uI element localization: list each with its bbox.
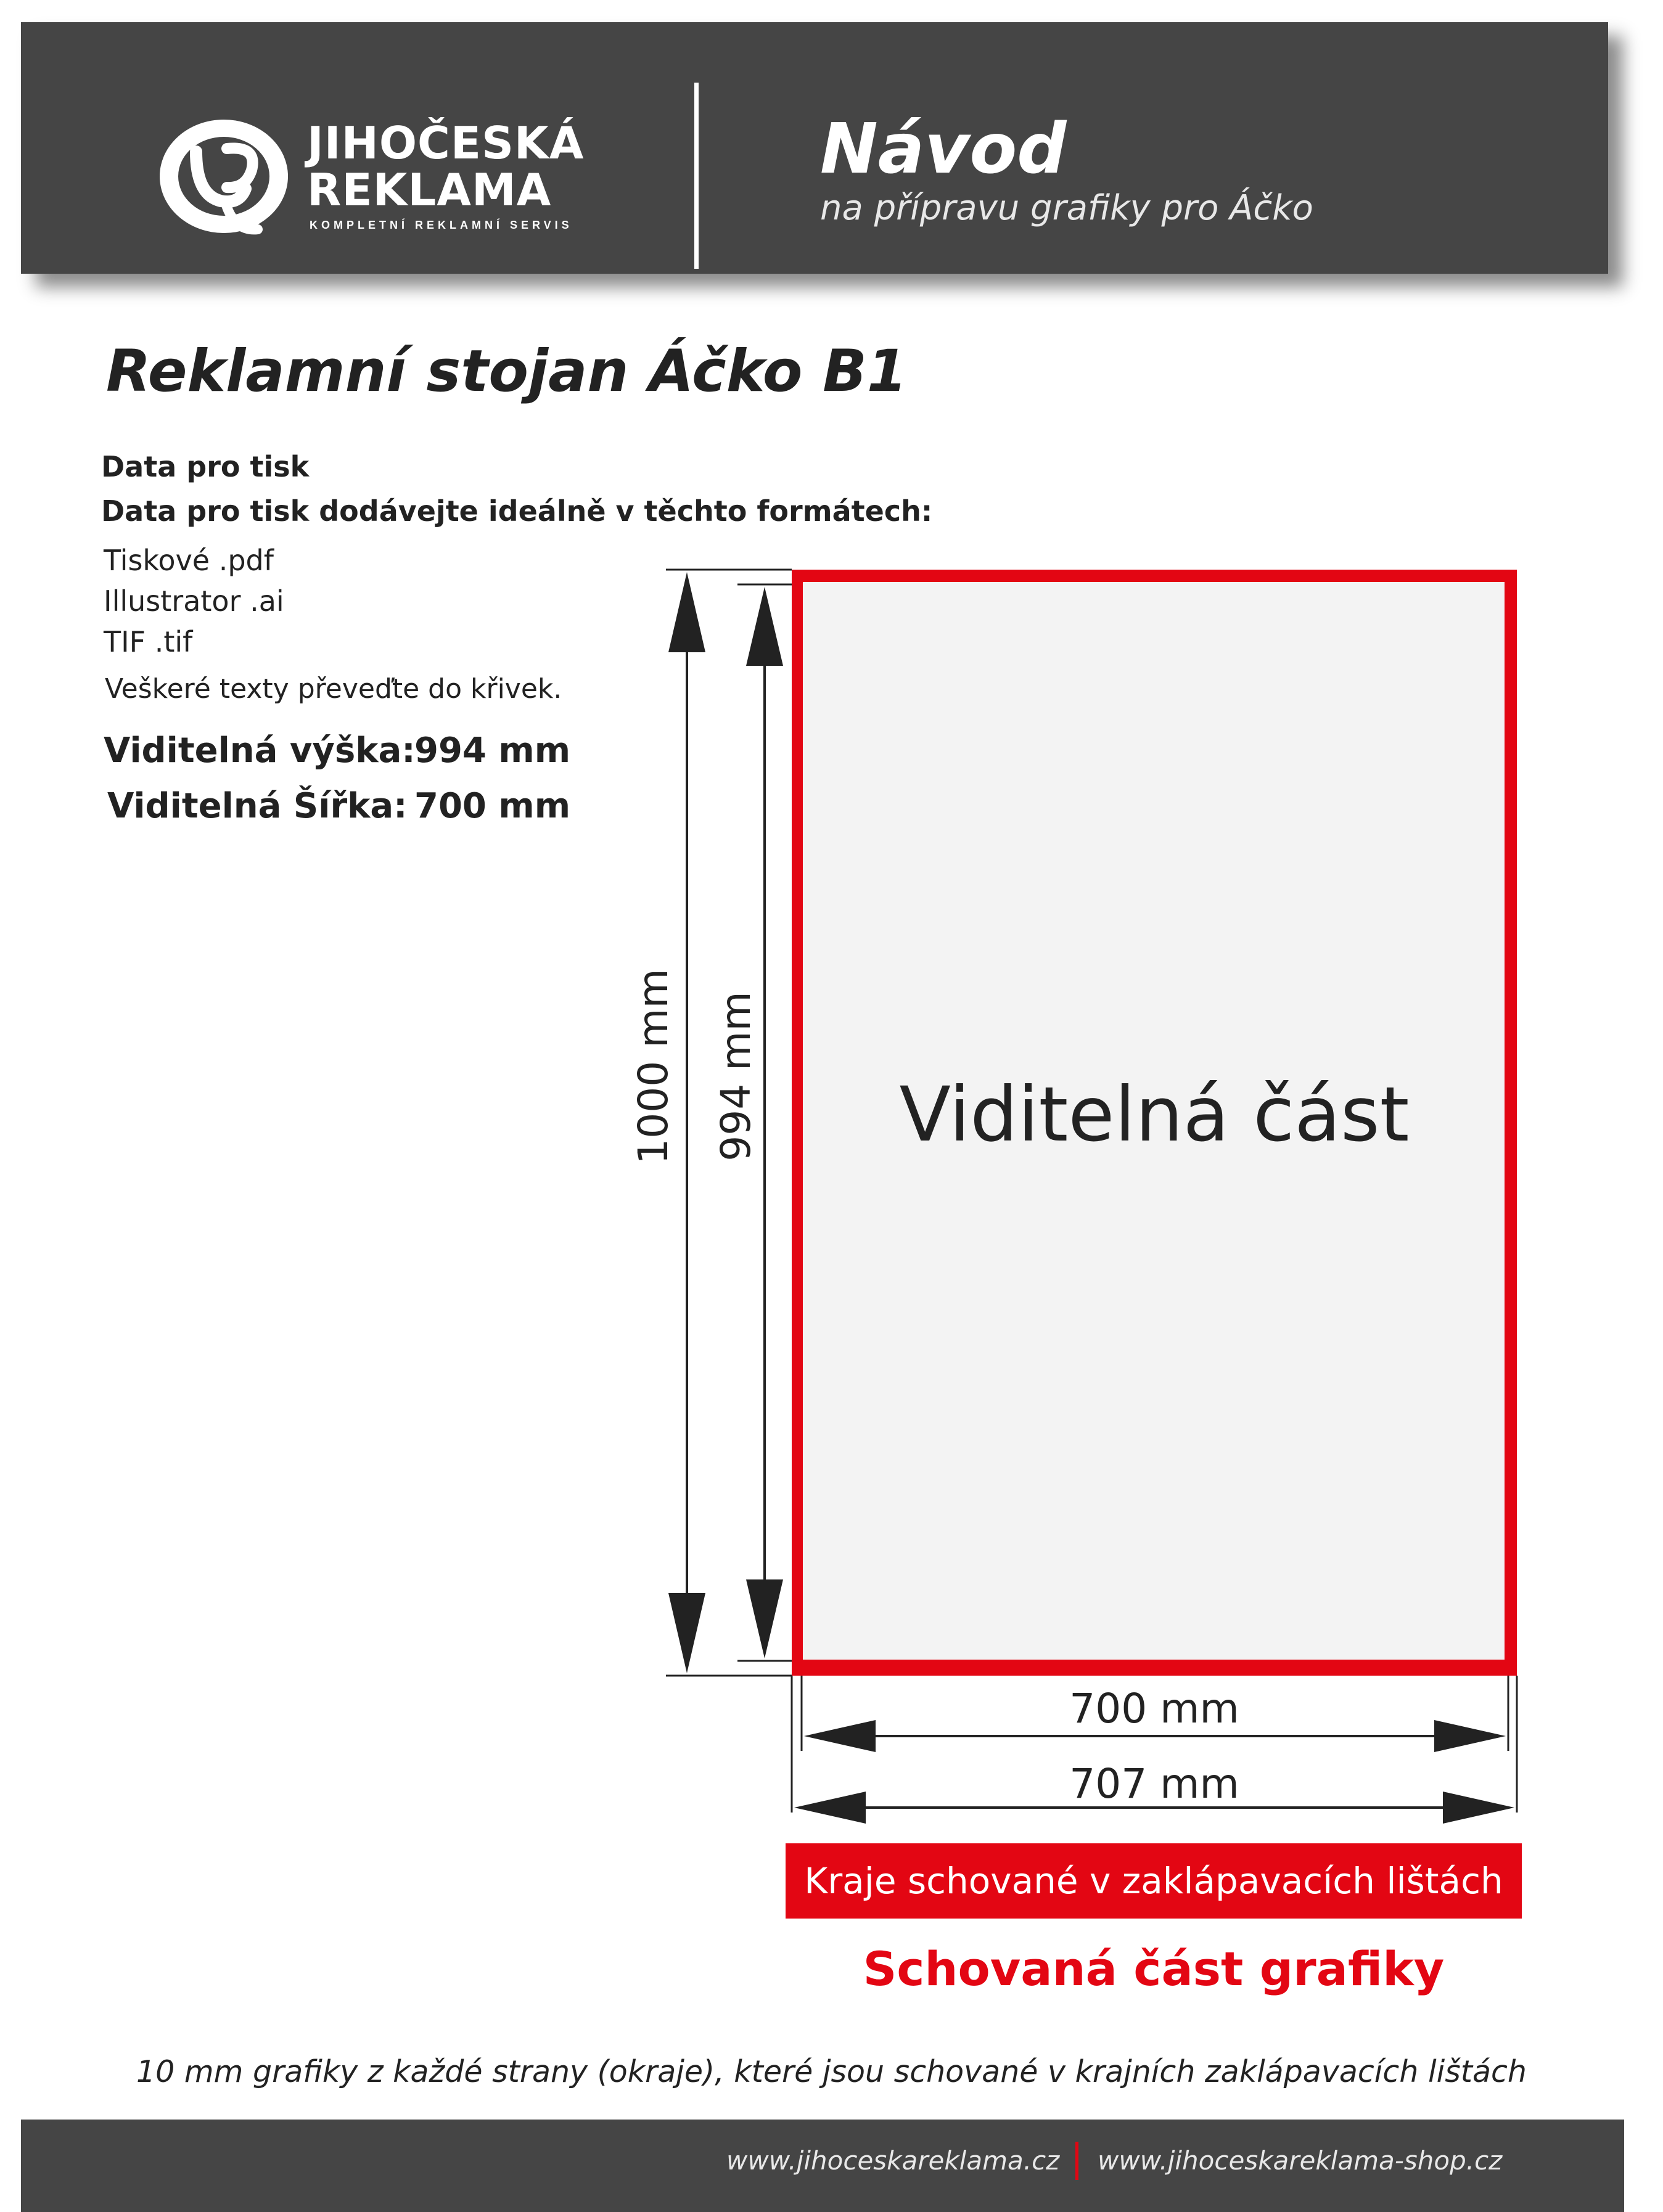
- page-title: Reklamní stojan Áčko B1: [106, 338, 908, 405]
- visible-height-label-diagram: 994 mm: [712, 991, 760, 1161]
- visible-width-label: Viditelná Šířka:: [107, 786, 408, 826]
- footer-bar: [21, 2120, 1624, 2212]
- hidden-edges-banner: Kraje schované v zaklápavacích lištách: [786, 1843, 1522, 1919]
- header-title: Návod: [820, 109, 1067, 189]
- visible-height-value: 994 mm: [414, 731, 571, 771]
- brand-tagline: KOMPLETNÍ REKLAMNÍ SERVIS: [310, 219, 573, 231]
- visible-width-label-diagram: 700 mm: [1069, 1685, 1239, 1732]
- brand-name-line2: REKLAMA: [307, 164, 552, 216]
- total-height-label: 1000 mm: [630, 969, 677, 1165]
- total-width-label: 707 mm: [1069, 1760, 1239, 1808]
- format-tif: TIF .tif: [104, 625, 193, 658]
- format-pdf: Tiskové .pdf: [104, 544, 274, 577]
- visible-height-label: Viditelná výška:: [104, 731, 416, 771]
- curves-note: Veškeré texty převeďte do křivek.: [105, 673, 562, 705]
- brand-name-line1: JIHOČESKÁ: [307, 117, 585, 169]
- footer-link-shop[interactable]: www.jihoceskareklama-shop.cz: [1098, 2145, 1503, 2176]
- footer-link-website[interactable]: www.jihoceskareklama.cz: [726, 2145, 1060, 2176]
- visible-area-label: Viditelná část: [899, 1071, 1410, 1158]
- header-subtitle: na přípravu grafiky pro Áčko: [820, 188, 1313, 228]
- footer-separator: [1075, 2142, 1078, 2180]
- formats-intro: Data pro tisk dodávejte ideálně v těchto formátech:: [101, 494, 933, 528]
- format-ai: Illustrator .ai: [104, 584, 284, 618]
- visible-width-value: 700 mm: [414, 786, 571, 826]
- footnote: 10 mm grafiky z každé strany (okraje), které jsou schované v krajních zaklápavacích lištách: [136, 2054, 1527, 2089]
- hidden-part-label: Schovaná část grafiky: [863, 1941, 1445, 1996]
- data-label: Data pro tisk: [101, 450, 310, 483]
